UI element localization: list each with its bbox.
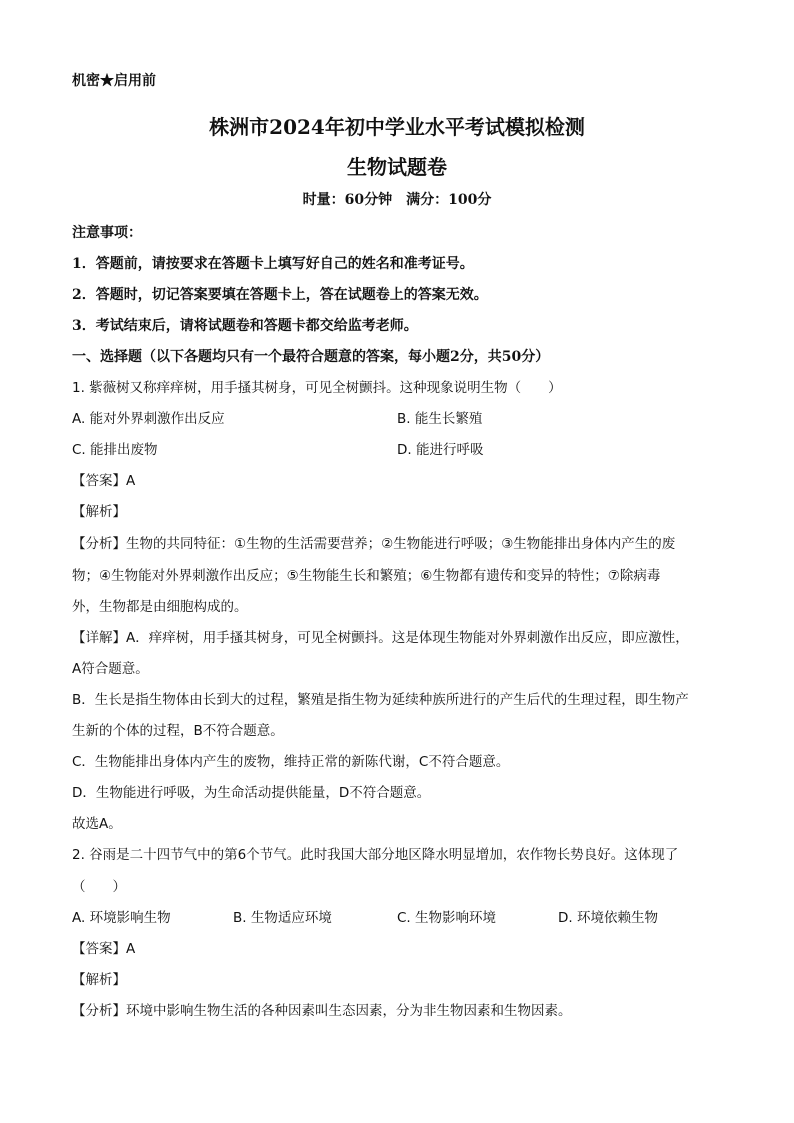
- question-2-option-c: C. 生物影响环境: [397, 910, 497, 926]
- time-score-info: 时量：60分钟 满分：100分: [302, 192, 492, 208]
- question-2-analysis-label: 【解析】: [72, 972, 126, 988]
- notes-heading: 注意事项：: [72, 225, 142, 241]
- exam-subtitle: 生物试题卷: [347, 155, 447, 179]
- question-1-analysis-label: 【解析】: [72, 504, 126, 520]
- question-1-option-c: C. 能排出废物: [72, 442, 158, 458]
- question-1-option-d: D. 能进行呼吸: [397, 442, 484, 458]
- question-1-detail-b-line-2: 生新的个体的过程，B不符合题意。: [72, 723, 284, 739]
- question-1-option-b: B. 能生长繁殖: [397, 411, 483, 427]
- question-1-fenxi-line-2: 物；④生物能对外界刺激作出反应；⑤生物能生长和繁殖；⑥生物都有遗传和变异的特性；⑦除病毒: [72, 568, 661, 584]
- question-2-option-d: D. 环境依赖生物: [558, 910, 658, 926]
- exam-title: 株洲市2024年初中学业水平考试模拟检测: [209, 115, 585, 139]
- question-1-fenxi-line-1: 【分析】生物的共同特征：①生物的生活需要营养；②生物能进行呼吸；③生物能排出身体内产生的废: [72, 536, 676, 552]
- note-item-3: 3．考试结束后，请将试题卷和答题卡都交给监考老师。: [72, 318, 418, 334]
- question-1-detail-d: D．生物能进行呼吸，为生命活动提供能量，D不符合题意。: [72, 785, 431, 801]
- question-1-answer: 【答案】A: [72, 473, 136, 489]
- confidential-label: 机密★启用前: [72, 73, 156, 89]
- question-1-option-a: A. 能对外界刺激作出反应: [72, 411, 225, 427]
- question-2-stem-line-1: 2. 谷雨是二十四节气中的第6个节气。此时我国大部分地区降水明显增加，农作物长势良好。这体现了: [72, 847, 679, 863]
- section-heading: 一、选择题（以下各题均只有一个最符合题意的答案，每小题2分，共50分）: [72, 349, 550, 365]
- question-2-stem-line-2: （ ）: [72, 879, 126, 895]
- question-1-conclusion: 故选A。: [72, 816, 122, 832]
- question-1-detail-b-line-1: B．生长是指生物体由长到大的过程，繁殖是指生物为延续种族所进行的产生后代的生理过程，即生物产: [72, 692, 689, 708]
- question-1-detail-line-2: A符合题意。: [72, 661, 149, 677]
- question-2-answer: 【答案】A: [72, 941, 136, 957]
- question-1-detail-line-1: 【详解】A．痒痒树，用手搔其树身，可见全树颤抖。这是体现生物能对外界刺激作出反应，即应激性，: [72, 630, 689, 646]
- question-1-detail-c: C．生物能排出身体内产生的废物，维持正常的新陈代谢，C不符合题意。: [72, 754, 510, 770]
- question-1-stem: 1. 紫薇树又称痒痒树，用手搔其树身，可见全树颤抖。这种现象说明生物（ ）: [72, 380, 562, 396]
- question-2-option-b: B. 生物适应环境: [233, 910, 332, 926]
- question-2-option-a: A. 环境影响生物: [72, 910, 171, 926]
- question-1-fenxi-line-3: 外，生物都是由细胞构成的。: [72, 599, 248, 615]
- question-2-fenxi: 【分析】环境中影响生物生活的各种因素叫生态因素，分为非生物因素和生物因素。: [72, 1003, 572, 1019]
- note-item-2: 2．答题时，切记答案要填在答题卡上，答在试题卷上的答案无效。: [72, 287, 488, 303]
- note-item-1: 1．答题前，请按要求在答题卡上填写好自己的姓名和准考证号。: [72, 256, 474, 272]
